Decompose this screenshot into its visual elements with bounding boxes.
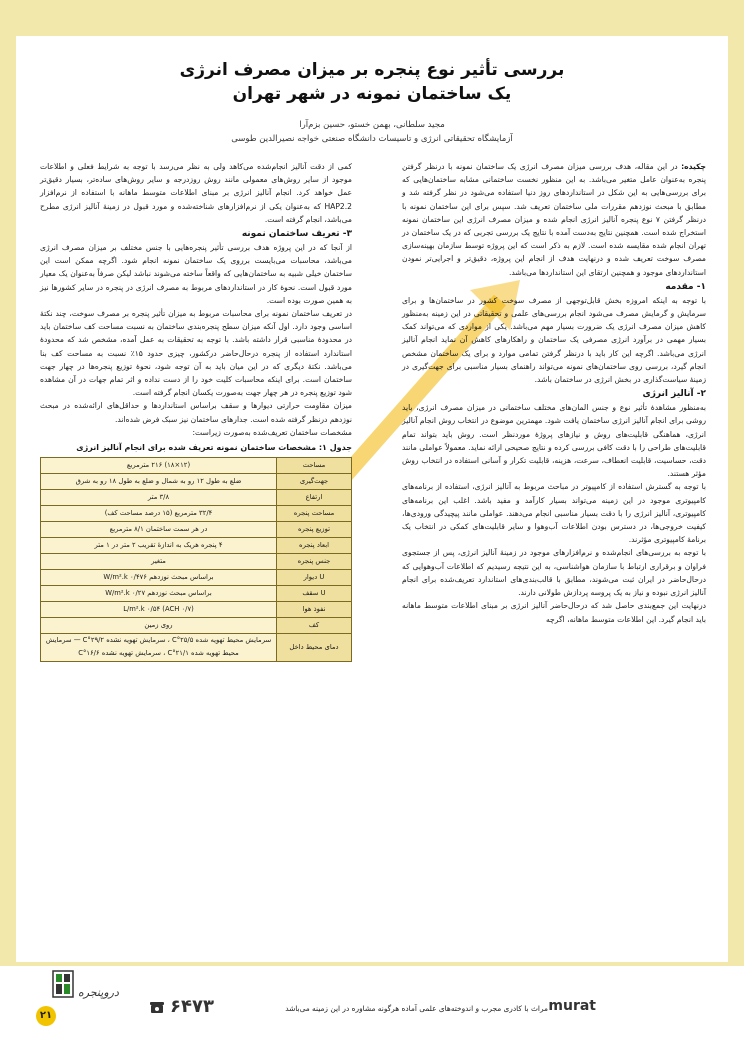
table-row [41,458,352,474]
table-key-cell: دمای محیط داخل [277,634,352,661]
title-line-1: بررسی تأثیر نوع پنجره بر میزان مصرف انرژی [179,60,565,80]
brand-logo: murat [548,998,596,1014]
table-value-cell: ۳۲/۴ مترمربع (۱۵ درصد مساحت کف) [41,506,277,522]
abstract-label: چکیده: [681,162,706,171]
affiliation: آزمایشگاه تحقیقاتی انرژی و تاسیسات دانشگاه صنعتی خواجه نصیرالدین طوسی [231,134,513,144]
table-row [41,618,352,634]
abstract-paragraph [402,160,706,279]
table-value-cell: در هر سمت ساختمان ۸/۱ مترمربع [41,522,277,538]
table-row [41,522,352,538]
footer [0,966,744,1053]
table-key-cell: ارتفاع [277,490,352,506]
article-title [40,58,704,106]
table-row [41,602,352,618]
table-row [41,586,352,602]
authors: مجید سلطانی، بهمن خستو، حسین بزم‌آرا [299,120,445,130]
table-key-cell: مساحت [277,458,352,474]
title-line-2: یک ساختمان نمونه در شهر تهران [232,84,512,104]
table-value-cell: براساس مبحث نوزدهم W/m².k ۰/۲۷ [41,586,277,602]
sample-building-paragraph-2: در تعریف ساختمان نمونه برای محاسبات مربوط به میزان تأثیر پنجره بر مصرف سوخت، چند نکتهٔ اساسی وجود دارد. اول آنکه میزان سطح پنجره‌بندی ساختمان به نسبت مساحت کف ساختمان باید در محدودهٔ مناسبی قرار داشته باشد. با توجه به تحقیقات به عمل آمده، مشخص شد که محدودهٔ استاندارد استفاده از پنجره درحال‌حاضر درکشور، چیزی حدود ۱۵٪ نسبت به مساحت کف بنا می‌باشد. نکتهٔ دیگری که در این میان باید به آن توجه شود، نحوهٔ توزیع پنجره‌ها در چهار جهت ساختمان است. برای اینکه محاسبات کلیت خود را از دست نداده و اثر تمام جهات در آن مشاهده شود توزیع پنجره در هر چهار جهت به‌صورت یکسان انجام گرفته است. [40,309,352,398]
table-key-cell: مساحت پنجره [277,506,352,522]
table-row [41,474,352,490]
right-column [402,160,706,626]
footer-slogan: مراث با کادری مجرب و اندوخته‌های علمی آماده هرگونه مشاوره در این زمینه می‌باشد [285,1004,548,1013]
sample-building-paragraph-4: مشخصات ساختمان تعریف‌شده به‌صورت زیراست: [192,427,352,437]
analysis-paragraph-2: با توجه به گسترش استفاده از کامپیوتر در مباحث مربوط به آنالیز انرژی، استفاده از برنامه‌های کامپیوتری موجود در این زمینه می‌تواند بسیار کارآمد و مفید باشد. اغلب این برنامه‌های کامپیوتری، آنالیز انرژی را با دقت بسیار مناسبی انجام می‌دهند. عواملی مانند پیچیدگی ورودی‌ها، کیفیت خروجی‌ها، در دسترس بودن اطلاعات آب‌وهوا و سایر قابلیت‌های کمکی در انتخاب یک برنامهٔ کامپیوتری مؤثرند. [402,482,706,545]
table-row [41,490,352,506]
table-key-cell: توزیع پنجره [277,522,352,538]
table-value-cell: متغیر [41,554,277,570]
table-value-cell: ۴ پنجره هریک به اندازهٔ تقریب ۲ متر در ۱ متر [41,538,277,554]
heading-sample-building: ۳- تعریف ساختمان نمونه [241,229,352,240]
table-key-cell: U سقف [277,586,352,602]
heading-introduction: ۱- مقدمه [665,281,706,292]
analysis-paragraph-4: درنهایت این جمع‌بندی حاصل شد که درحال‌حاضر آنالیز انرژی بر مبنای اطلاعات متوسط ماهانه باید انجام گیرد. این اطلاعات متوسط ماهانه، اگرچه [402,601,706,624]
table-key-cell: کف [277,618,352,634]
magazine-name: دروپنجره [78,986,119,999]
analysis-paragraph-3: با توجه به بررسی‌های انجام‌شده و نرم‌افزارهای موجود در زمینهٔ آنالیز انرژی، پس از جستجوی فراوان و برقراری ارتباط با سازمان هواشناسی، به این نتیجه رسیدیم که اطلاعات آب‌وهوایی که درحال‌حاضر در ایران ثبت می‌شوند، مطابق با قالب‌بندی‌های استاندارد تعریف‌شده برای انجام آنالیز انرژی نبوده و نیاز به یک پروسه پردازش طولانی دارند. [402,548,706,598]
spec-table [40,457,352,661]
table-value-cell: (۰/۷ ACH) L/m².k ۰/۵۴ [41,602,277,618]
table-key-cell: ابعاد پنجره [277,538,352,554]
table-caption: جدول ۱: مشخصات ساختمان نمونه تعریف شده برای انجام آنالیز انرژی [76,443,352,453]
abstract-text: در این مقاله، هدف بررسی میزان مصرف انرژی یک ساختمان نمونه با درنظر گرفتن پنجره به‌عنوان عامل متغیر می‌باشد. به این منظور نخست ساختمانی مشابه ساختمان‌هایی که برای بررسی‌هایی به این شکل در استانداردهای روز دنیا استفاده می‌شود در نظر گرفته شد و مطابق با مبحث نوزدهم مقررات ملی ساختمان تعریف شد. سپس برای این ساختمان نمونه با درنظر گرفتن ۷ نوع پنجره آنالیز انرژی انجام شده و میزان مصرف انرژی این ساختمان نمونه استخراج شده است. همچنین نتایج به‌دست آمده با نتایج یک بررسی تجربی که در یک ساختمان در تهران انجام شده مقایسه شده است. لازم به ذکر است که این پروژه توسط سازمان بهینه‌سازی مصرف سوخت تعریف شده و درنهایت هدف از انجام این پروژه، دقیق‌تر و اجرایی‌تر نمودن استانداردهای موجود و همچنین ارتقای این استانداردها می‌باشد. [402,162,706,277]
table-key-cell: جنس پنجره [277,554,352,570]
intro-paragraph: با توجه به اینکه امروزه بخش قابل‌توجهی از مصرف سوخت کشور در ساختمان‌ها و برای سرمایش و گرمایش مصرف می‌شود انجام بررسی‌های علمی و تحقیقاتی در این زمینه به‌منظور کاهش میزان مصرف انرژی یک ضرورت بسیار مهم می‌باشد. یکی از مواردی که می‌تواند کمک بسیار مهمی در برآورد انرژی مصرفی یک ساختمان و راهکارهای کاهش آن نماید انجام آنالیز انرژی می‌باشد. اگرچه این کار باید با درنظر گرفتن تمامی موارد و برای یک ساختمان مشخص انجام گیرد، بررسی روی ساختمان‌های نمونه می‌تواند راهنمای بسیار مناسبی برای جهت‌گیری در زمینهٔ سیاست‌گذاری در بخش انرژی در ساختمان باشد. [402,295,706,385]
table-value-cell: روی زمین [41,618,277,634]
phone-icon [150,1002,164,1014]
phone-number: ۶۴۷۳ [170,996,214,1017]
left-column [40,160,352,662]
table-row [41,634,352,661]
continued-paragraph: کمی از دقت آنالیز انجام‌شده می‌کاهد ولی به نظر می‌رسد با توجه به شرایط فعلی و اطلاعات موجود از سایر روش‌های معمولی مانند روش روزدرجه و سایر روش‌های ساده‌تر، بسیار دقیق‌تر عمل خواهد کرد. انجام آنالیز انرژی بر مبنای اطلاعات متوسط ماهانه با استفاده از نرم‌افزار HAP2.2 که به‌عنوان یکی از نرم‌افزارهای شناخته‌شده و مورد قبول در زمینهٔ آنالیز انرژی مطرح می‌باشد، انجام گرفته است. [40,162,352,224]
heading-energy-analysis: ۲- آنالیز انرژی [642,389,706,400]
table-row [41,554,352,570]
sample-building-paragraph-3: میزان مقاومت حرارتی دیوارها و سقف براساس استانداردها و حداقل‌های ارائه‌شده در مبحث نوزدهم درنظر گرفته شده است. جدارهای ساختمان نیز سبک فرض شده‌اند. [40,401,352,424]
table-row [41,538,352,554]
table-value-cell: (۱۲×۱۸) ۲۱۶ مترمربع [41,458,277,474]
table-key-cell: U دیوار [277,570,352,586]
table-key-cell: نفوذ هوا [277,602,352,618]
table-value-cell: ضلع به طول ۱۲ رو به شمال و ضلع به طول ۱۸ رو به شرق [41,474,277,490]
table-row [41,570,352,586]
magazine-logo-icon [52,970,74,998]
page-number: ۲۱ [36,1006,56,1026]
authors-block [40,118,704,146]
table-row [41,506,352,522]
table-value-cell: ۳/۸ متر [41,490,277,506]
table-value-cell: براساس مبحث نوزدهم W/m².k ۰/۴۷۶ [41,570,277,586]
table-key-cell: جهت‌گیری [277,474,352,490]
analysis-paragraph-1: به‌منظور مشاهدهٔ تأثیر نوع و جنس المان‌های مختلف ساختمانی در میزان مصرف انرژی، باید روشی برای انجام آنالیز انرژی ساختمان یافت شود. مهمترین موضوع در انتخاب روش انجام آنالیز انرژی، هماهنگی قابلیت‌های روش و نیازهای پروژهٔ موردنظر است. روش باید بتواند تمام قابلیت‌های طراحی را با دقت کافی بررسی کرده و نتایج صحیحی ارائه نماید. معمولاً عواملی مانند دقت، حساسیت، قابلیت انعطاف، سرعت، هزینه، قابلیت تکرار و آسانی استفاده در انتخاب روش مؤثر هستند. [402,403,706,479]
table-value-cell: سرمایش محیط تهویه شده ۲۵/۵°C ، سرمایش تهویه نشده ۲۹/۲°C — سرمایش محیط تهویه شده ۲۱/۱°C ، سرمایش تهویه نشده ۱۶/۶°C [41,634,277,661]
sample-building-paragraph-1: از آنجا که در این پروژه هدف بررسی تأثیر پنجره‌هایی با جنس مختلف بر میزان مصرف انرژی می‌باشد، محاسبات می‌بایست برروی یک ساختمان نمونه انجام شود. اگرچه ممکن است این ساختمان خیلی شبیه به ساختمان‌هایی که واقعاً ساخته می‌شوند نباشد لیکن صرفاً به‌عنوان یک معیار مورد قبول است. نحوهٔ کار در استانداردهای مربوط به مصرف انرژی در پنجره در سایر کشورها نیز به همین صورت بوده است. [40,243,352,305]
